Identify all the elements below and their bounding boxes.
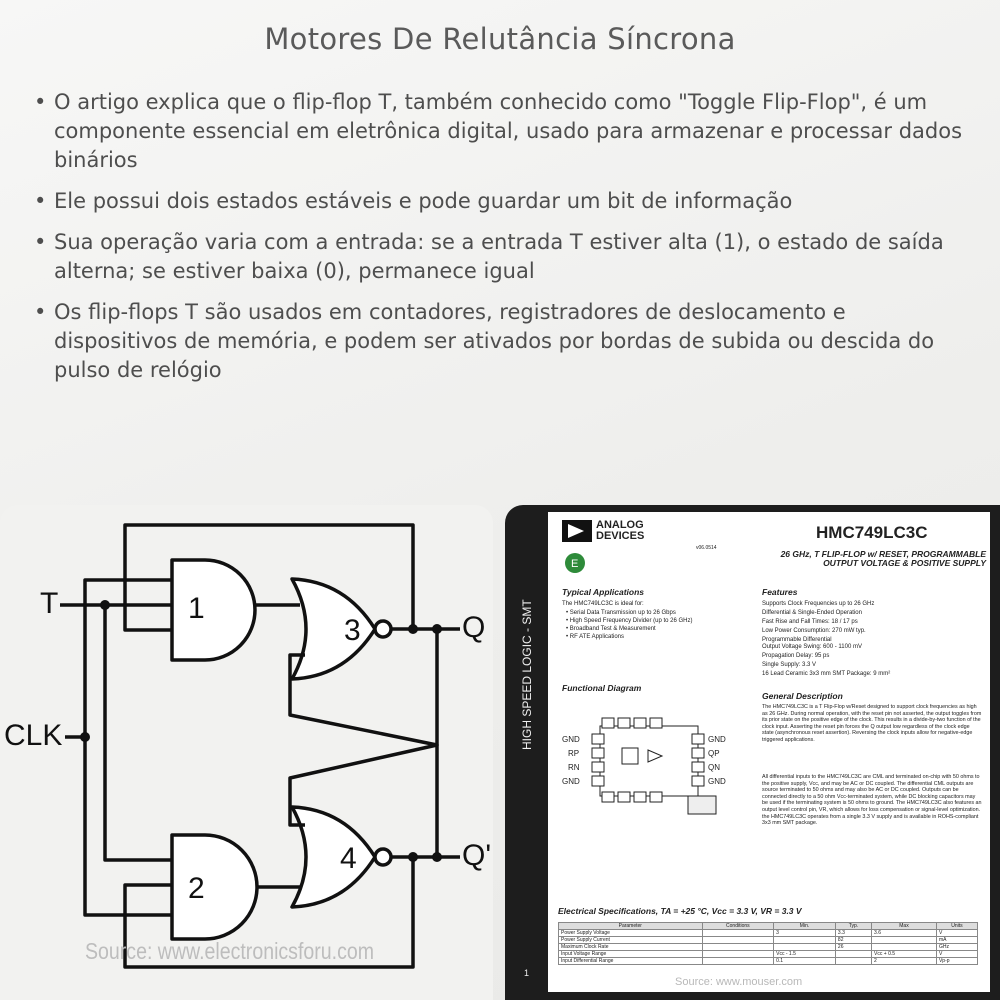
table-row	[559, 951, 978, 958]
bullet-list	[30, 88, 965, 397]
table-cell	[872, 944, 937, 951]
electrical-specs-heading: Electrical Specifications, TA = +25 °C, Vcc = 3.3 V, VR = 3.3 V	[558, 906, 802, 916]
t-flip-flop-circuit-diagram	[0, 505, 493, 1000]
datasheet-page-number: 1	[524, 968, 530, 978]
bullet-text: Os flip-flops T são usados em contadores, registradores de deslocamento e dispositivos de memória, e podem ser ativados por bordas de subida ou descida do pulso de relógio	[54, 300, 935, 382]
table-cell: 0.1	[774, 958, 836, 965]
table-cell	[702, 958, 774, 965]
typical-item: • High Speed Frequency Divider (up to 26 GHz)	[566, 618, 693, 624]
gate2-label: 2	[188, 872, 205, 905]
bullet-icon: •	[34, 90, 47, 114]
feature-item: Differential & Single-Ended Operation	[762, 610, 862, 616]
table-cell	[774, 937, 836, 944]
table-cell	[835, 958, 871, 965]
label-q-bar: Q'	[462, 839, 492, 872]
table-cell	[702, 944, 774, 951]
datasheet-subtitle-1: 26 GHz, T FLIP-FLOP w/ RESET, PROGRAMMABLE	[780, 549, 986, 559]
table-cell	[774, 944, 836, 951]
table-cell: Power Supply Voltage	[559, 930, 703, 937]
datasheet-source-credit: Source: www.mouser.com	[675, 976, 803, 988]
datasheet-part-number: HMC749LC3C	[816, 523, 928, 542]
typical-item: • Broadband Test & Measurement	[566, 626, 656, 632]
datasheet-page	[548, 512, 990, 992]
table-row	[559, 958, 978, 965]
datasheet-sidebar-label: HIGH SPEED LOGIC - SMT	[520, 599, 534, 750]
table-cell: 3.3	[835, 930, 871, 937]
table-header-row	[559, 923, 978, 930]
table-cell	[872, 937, 937, 944]
svg-text:GND: GND	[562, 777, 580, 786]
datasheet-brand: ANALOG DEVICES	[596, 519, 645, 542]
column-header: Min.	[774, 923, 836, 930]
feature-item: Single Supply: 3.3 V	[762, 662, 817, 668]
typical-item: • RF ATE Applications	[566, 634, 625, 640]
feature-item: Programmable Differential	[762, 637, 832, 643]
table-cell: 2	[872, 958, 937, 965]
electrical-specs-table	[558, 922, 978, 965]
feature-item: Supports Clock Frequencies up to 26 GHz	[762, 601, 875, 607]
typical-item: • Serial Data Transmission up to 26 Gbps	[566, 610, 676, 616]
features-heading: Features	[762, 587, 798, 597]
table-cell: 82	[835, 937, 871, 944]
datasheet-version: v06.0514	[696, 545, 717, 551]
table-cell: GHz	[936, 944, 977, 951]
general-description-text: The HMC749LC3C is a T Flip-Flop w/Reset designed to support clock frequencies as high as 26 GHz. During normal operation, with the reset pin not asserted, the output toggles from its prior state on the positive edge of the clock. This results in a divide-by-two function of the clock input. Asserting the reset pin forces the Q output low regardless of the clock edge state (asynchronous reset assertion). Reversing the clock inputs allow for negative-edge triggered applications.	[762, 704, 982, 743]
feature-item: Output Voltage Swing: 600 - 1100 mV	[762, 644, 862, 650]
functional-diagram-heading: Functional Diagram	[562, 683, 642, 693]
gate3-label: 3	[344, 614, 361, 647]
bullet-text: O artigo explica que o flip-flop T, também conhecido como "Toggle Flip-Flop", é um componente essencial em eletrônica digital, usado para armazenar e processar dados binários	[54, 90, 963, 172]
table-cell	[835, 951, 871, 958]
table-cell: Vcc + 0.5	[872, 951, 937, 958]
table-cell	[702, 951, 774, 958]
svg-text:QP: QP	[708, 749, 720, 758]
datasheet-subtitle-2: OUTPUT VOLTAGE & POSITIVE SUPPLY	[823, 558, 986, 568]
bullet-item	[30, 88, 965, 175]
table-row	[559, 944, 978, 951]
column-header: Parameter	[559, 923, 703, 930]
image-source-credit: Source: www.electronicsforu.com	[85, 938, 375, 964]
bullet-item	[30, 298, 965, 385]
general-description-text-2: All differential inputs to the HMC749LC3C are CML and terminated on-chip with 50 ohms to the positive supply, Vcc, and may be AC or DC coupled. The differential CML outputs are source terminated to 50 ohms and may also be AC or DC coupled. Outputs can be connected directly to a 50 ohm Vcc-terminated system, while DC blocking capacitors may be used if the terminating system is 50 ohms to ground. The HMC749LC3C also features an output level control pin, VR, which allows for loss compensation or signal-level optimization. the HMC749LC3C operates from a single 3.3 V supply and is available in ROHS-compliant 3x3 mm SMT package.	[762, 774, 982, 827]
bullet-item	[30, 228, 965, 286]
analog-devices-logo-icon	[562, 520, 592, 542]
feature-item: 16 Lead Ceramic 3x3 mm SMT Package: 9 mm²	[762, 671, 891, 677]
bullet-icon: •	[34, 189, 47, 213]
functional-diagram-icon	[562, 698, 752, 838]
column-header: Conditions	[702, 923, 774, 930]
table-row	[559, 937, 978, 944]
table-cell: 3	[774, 930, 836, 937]
bullet-text: Sua operação varia com a entrada: se a entrada T estiver alta (1), o estado de saída alterna; se estiver baixa (0), permanece igual	[54, 230, 944, 283]
table-cell: 26	[835, 944, 871, 951]
table-cell: Maximum Clock Rate	[559, 944, 703, 951]
gate1-label: 1	[188, 592, 205, 625]
svg-text:RN: RN	[568, 763, 580, 772]
feature-item: Fast Rise and Fall Times: 18 / 17 ps	[762, 619, 858, 625]
table-cell: V	[936, 930, 977, 937]
table-cell: V	[936, 951, 977, 958]
table-row	[559, 930, 978, 937]
svg-text:QN: QN	[708, 763, 720, 772]
table-cell	[702, 937, 774, 944]
label-q: Q	[462, 611, 486, 644]
table-cell	[702, 930, 774, 937]
feature-item: Low Power Consumption: 270 mW typ.	[762, 628, 866, 634]
page-title: Motores De Relutância Síncrona	[264, 22, 736, 56]
label-t: T	[40, 587, 59, 620]
general-description-heading: General Description	[762, 691, 843, 701]
bullet-icon: •	[34, 230, 47, 254]
typical-applications-heading: Typical Applications	[562, 587, 645, 597]
column-header: Typ.	[835, 923, 871, 930]
svg-text:RP: RP	[568, 749, 580, 758]
bullet-icon: •	[34, 300, 47, 324]
table-cell: Vcc - 1.5	[774, 951, 836, 958]
bullet-item	[30, 187, 965, 216]
svg-text:GND: GND	[708, 735, 726, 744]
column-header: Max	[872, 923, 937, 930]
gate4-label: 4	[340, 842, 357, 875]
table-cell: 3.6	[872, 930, 937, 937]
table-cell: Power Supply Current	[559, 937, 703, 944]
table-cell: Vp-p	[936, 958, 977, 965]
table-cell: Input Differential Range	[559, 958, 703, 965]
rohs-e-icon	[562, 546, 588, 576]
svg-text:GND: GND	[562, 735, 580, 744]
typical-applications-intro: The HMC749LC3C is ideal for:	[562, 601, 644, 607]
table-cell: mA	[936, 937, 977, 944]
feature-item: Propagation Delay: 95 ps	[762, 653, 830, 659]
bullet-text: Ele possui dois estados estáveis e pode guardar um bit de informação	[54, 189, 793, 213]
table-cell: Input Voltage Range	[559, 951, 703, 958]
svg-text:E: E	[571, 558, 579, 570]
column-header: Units	[936, 923, 977, 930]
label-clk: CLK	[4, 719, 63, 752]
svg-text:GND: GND	[708, 777, 726, 786]
